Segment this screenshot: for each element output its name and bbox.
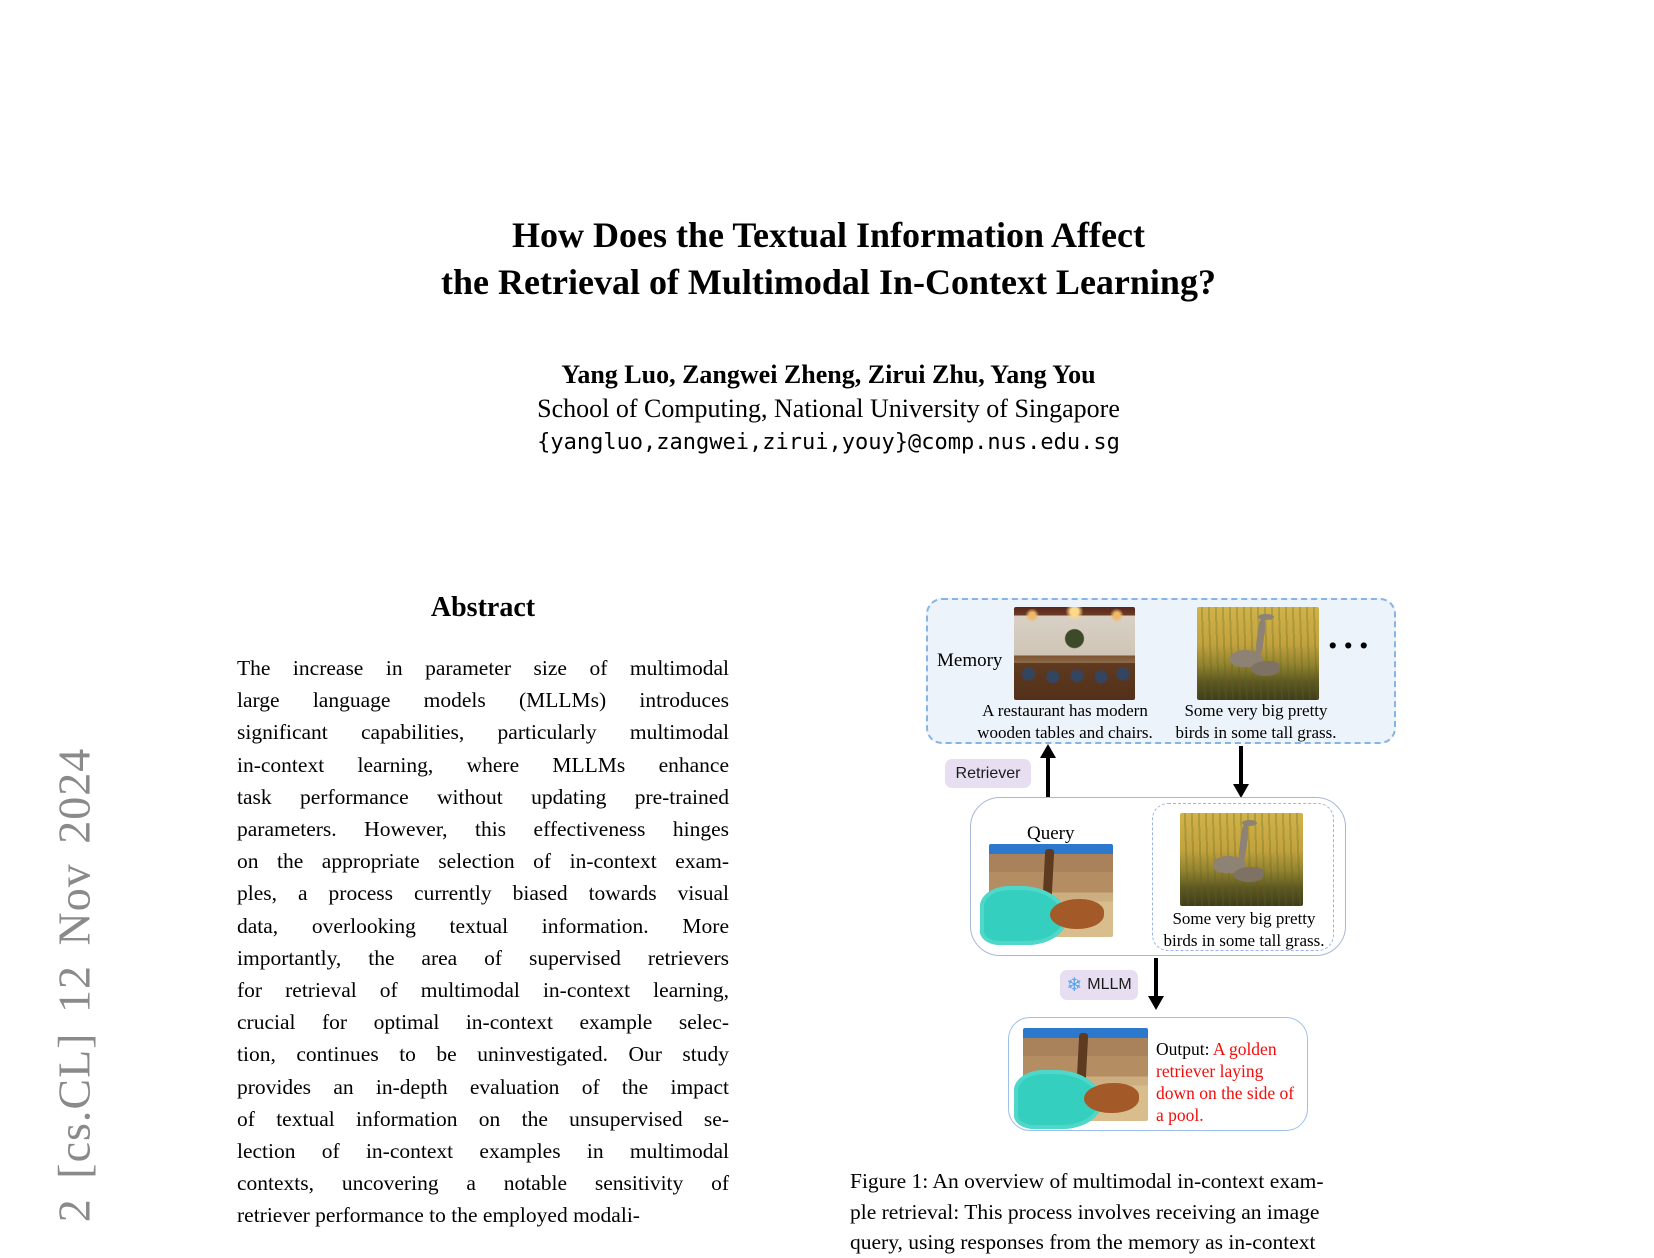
abstract-line: large language models (MLLMs) introduces xyxy=(237,688,729,713)
retrieved-example-box xyxy=(1152,803,1334,951)
caption-line: Some very big pretty xyxy=(1184,701,1328,720)
paper-title-line: How Does the Textual Information Affect xyxy=(512,215,1145,255)
abstract-line: The increase in parameter size of multimodal xyxy=(237,656,729,680)
arrow-up-head-icon xyxy=(1040,744,1056,758)
crane-head-shape xyxy=(1242,820,1258,827)
abstract-line: significant capabilities, particularly multimodal xyxy=(237,720,729,745)
abstract-line: for retrieval of multimodal in-context learning, xyxy=(237,978,729,1003)
abstract-line: data, overlooking textual information. More xyxy=(237,913,729,938)
output-generated-text: A golden retriever laying down on the side of a pool. xyxy=(1156,1039,1295,1125)
abstract-line: provides an in-depth evaluation of the impact xyxy=(237,1074,729,1099)
arrow-memory-to-retrieved-line xyxy=(1239,746,1243,785)
abstract-line: on the appropriate selection of in-context exam- xyxy=(237,849,729,874)
crane-bending-shape xyxy=(1234,867,1264,882)
restaurant-photo xyxy=(1014,607,1135,700)
caption-line: birds in some tall grass. xyxy=(1175,723,1337,742)
abstract-line: ples, a process currently biased towards visual xyxy=(237,881,729,906)
caption-line: A restaurant has modern xyxy=(982,701,1148,720)
crane-photo xyxy=(1197,607,1319,700)
abstract-line: lection of in-context examples in multimodal xyxy=(237,1139,729,1164)
abstract-line: in-context learning, where MLLMs enhance xyxy=(237,752,729,777)
abstract-line: crucial for optimal in-context example selec- xyxy=(237,1010,729,1035)
memory-box xyxy=(926,598,1396,744)
caption-line: birds in some tall grass. xyxy=(1163,931,1325,950)
retriever-pill xyxy=(945,759,1031,788)
example1-caption xyxy=(956,700,1174,744)
caption-line: wooden tables and chairs. xyxy=(977,723,1153,742)
figure-caption-line: query, using responses from the memory as in-context xyxy=(850,1230,1316,1254)
paper-header xyxy=(237,212,1420,455)
authors-line: Yang Luo, Zangwei Zheng, Zirui Zhu, Yang You xyxy=(561,360,1096,389)
ellipsis-more-examples: ... xyxy=(1328,615,1375,657)
output-label: Output: xyxy=(1156,1039,1210,1059)
dog-shape xyxy=(1050,899,1105,929)
abstract-line: retriever performance to the employed modali- xyxy=(237,1203,640,1228)
figure-caption-line: ple retrieval: This process involves receiving an image xyxy=(850,1199,1320,1224)
retriever-label: Retriever xyxy=(955,764,1021,782)
abstract-line: tion, continues to be uninvestigated. Our study xyxy=(237,1042,729,1067)
abstract-heading: Abstract xyxy=(430,592,536,623)
retrieved-crane-photo xyxy=(1180,813,1303,906)
abstract-line: contexts, uncovering a notable sensitivity of xyxy=(237,1171,729,1196)
example2-caption xyxy=(1144,700,1368,744)
figure-caption-line: Figure 1: An overview of multimodal in-context exam- xyxy=(850,1169,1324,1193)
snowflake-icon: ❄ xyxy=(1066,973,1083,996)
arrow-down-head-icon xyxy=(1148,996,1164,1010)
output-box xyxy=(1008,1017,1308,1131)
dog-pool-photo xyxy=(989,844,1113,937)
crane-bending-shape xyxy=(1251,661,1280,676)
retrieved-caption xyxy=(1157,908,1331,952)
email-line: {yangluo,zangwei,zirui,youy}@comp.nus.edu.sg xyxy=(537,430,1120,455)
arxiv-watermark: 2 [cs.CL] 12 Nov 2024 xyxy=(48,747,100,1223)
output-dog-pool-photo xyxy=(1023,1028,1148,1121)
abstract-line: of textual information on the unsupervised se- xyxy=(237,1106,729,1131)
figure-caption xyxy=(850,1166,1422,1258)
crane-head-shape xyxy=(1258,614,1274,621)
paper-title-line: the Retrieval of Multimodal In-Context Learning? xyxy=(441,262,1216,302)
abstract-line: importantly, the area of supervised retrievers xyxy=(237,945,729,970)
arrow-query-to-output-line xyxy=(1154,958,1158,997)
arrow-down-head-icon xyxy=(1233,784,1249,798)
mllm-pill xyxy=(1060,970,1138,1000)
paper-title xyxy=(237,212,1420,306)
output-text xyxy=(1156,1038,1304,1126)
memory-label: Memory xyxy=(937,650,1003,671)
affiliation-line: School of Computing, National University of Singapore xyxy=(537,394,1120,423)
abstract-body xyxy=(237,652,729,1232)
query-label: Query xyxy=(1027,823,1075,844)
abstract-line: task performance without updating pre-trained xyxy=(237,784,729,809)
query-box xyxy=(970,797,1346,956)
abstract-line: parameters. However, this effectiveness hinges xyxy=(237,817,729,842)
arrow-query-to-memory-line xyxy=(1046,757,1050,798)
dog-shape xyxy=(1084,1083,1139,1113)
mllm-label: MLLM xyxy=(1087,976,1132,993)
caption-line: Some very big pretty xyxy=(1172,909,1316,928)
